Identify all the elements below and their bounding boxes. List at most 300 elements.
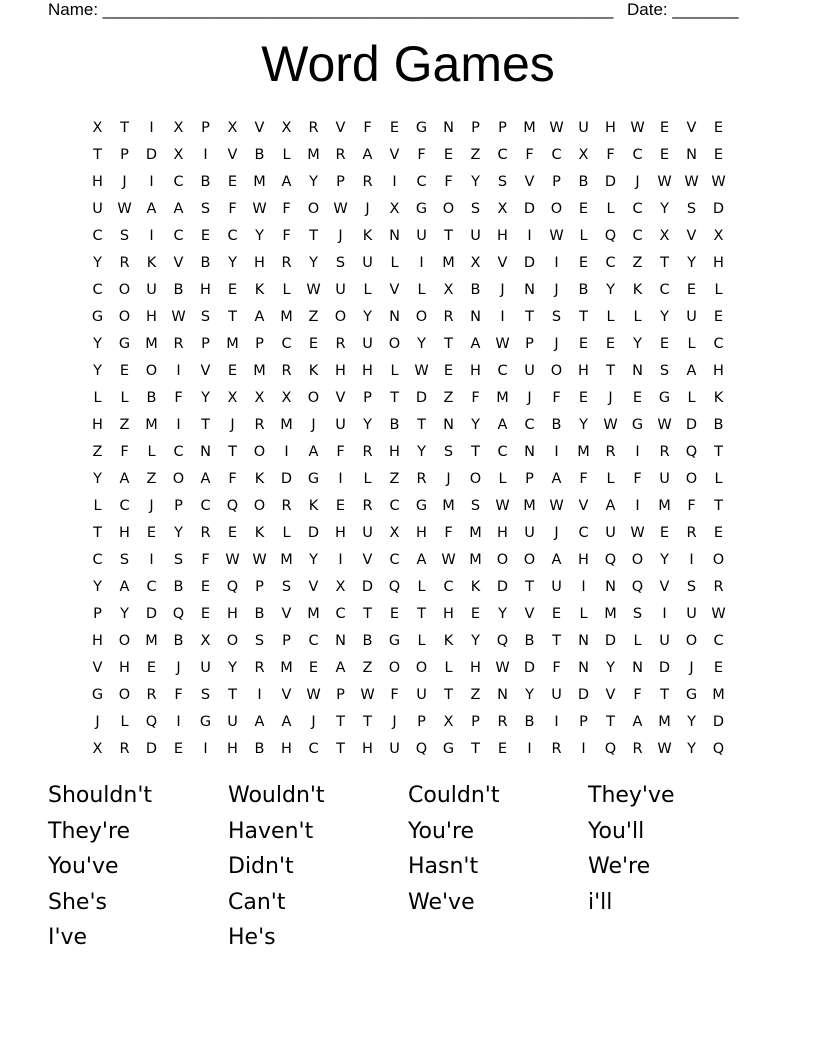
grid-letter: F [282,200,291,217]
grid-letter: J [338,227,343,244]
grid-letter: Y [606,281,615,298]
grid-letter: K [632,281,643,298]
grid-letter: M [280,551,293,568]
grid-letter: W [495,659,510,676]
grid-letter: T [201,416,210,433]
word-list-item: We're [588,854,651,880]
grid-letter: C [524,416,535,433]
grid-letter: G [91,308,104,325]
grid-letter: K [713,389,724,406]
grid-letter: C [605,254,616,271]
grid-letter: G [685,686,698,703]
grid-letter: C [227,227,238,244]
grid-letter: X [335,578,346,595]
grid-letter: A [308,443,319,460]
grid-letter: V [389,146,400,163]
grid-letter: P [498,119,507,136]
grid-letter: L [282,281,291,298]
grid-letter: E [227,524,238,541]
grid-letter: U [551,578,562,595]
grid-letter: H [497,524,508,541]
grid-letter: T [228,308,237,325]
grid-letter: I [149,119,154,136]
grid-letter: A [200,470,211,487]
grid-letter: P [93,605,102,622]
grid-letter: A [470,335,481,352]
grid-letter: U [416,227,427,244]
grid-letter: I [284,443,289,460]
word-list-item: You're [408,818,475,844]
grid-letter: I [554,713,559,730]
grid-letter: E [659,146,670,163]
grid-letter: O [172,470,185,487]
grid-letter: Z [389,470,400,487]
grid-letter: R [200,524,211,541]
grid-letter: Z [308,308,319,325]
grid-letter: C [497,362,508,379]
grid-letter: D [145,146,158,163]
grid-letter: R [443,308,454,325]
grid-letter: H [200,281,211,298]
grid-letter: C [416,173,427,190]
grid-letter: X [92,740,103,757]
grid-letter: E [443,146,454,163]
grid-letter: P [552,173,561,190]
grid-letter: E [578,254,589,271]
grid-letter: V [686,119,697,136]
grid-letter: M [442,254,455,271]
grid-letter: I [581,740,586,757]
grid-letter: C [632,227,643,244]
grid-letter: Q [415,740,428,757]
grid-letter: Y [93,578,102,595]
grid-letter: R [281,254,292,271]
grid-letter: B [173,281,184,298]
grid-letter: V [389,281,400,298]
grid-letter: R [632,740,643,757]
grid-letter: C [308,632,319,649]
grid-letter: O [442,200,455,217]
grid-letter: L [417,578,426,595]
grid-letter: X [227,389,238,406]
grid-letter: K [443,632,454,649]
grid-letter: R [119,254,130,271]
grid-letter: Y [525,686,534,703]
grid-letter: B [578,173,589,190]
grid-letter: E [119,362,130,379]
grid-letter: H [119,524,130,541]
grid-letter: G [91,686,104,703]
grid-letter: W [684,173,699,190]
grid-letter: Y [93,335,102,352]
grid-letter: N [389,227,400,244]
grid-letter: A [416,551,427,568]
grid-letter: E [659,335,670,352]
grid-letter: P [525,470,534,487]
grid-letter: P [282,632,291,649]
grid-letter: F [552,389,561,406]
grid-letter: E [227,281,238,298]
grid-letter: H [92,173,103,190]
grid-letter: X [443,713,454,730]
grid-letter: K [308,497,319,514]
grid-letter: I [203,146,208,163]
grid-letter: G [442,740,455,757]
grid-letter: V [335,119,346,136]
grid-letter: U [200,659,211,676]
grid-letter: S [551,308,562,325]
grid-letter: F [687,497,696,514]
grid-letter: B [578,281,589,298]
grid-letter: P [471,713,480,730]
grid-letter: E [335,497,346,514]
grid-letter: R [713,578,724,595]
grid-letter: M [145,335,158,352]
grid-letter: T [336,713,345,730]
grid-letter: O [550,200,563,217]
grid-letter: F [633,686,642,703]
grid-letter: H [92,416,103,433]
grid-letter: B [173,632,184,649]
grid-letter: X [659,227,670,244]
grid-letter: H [470,362,481,379]
grid-letter: J [311,713,316,730]
grid-letter: T [228,686,237,703]
grid-letter: N [200,443,211,460]
grid-letter: E [713,524,724,541]
grid-letter: D [145,740,158,757]
grid-letter: Y [363,416,372,433]
grid-letter: J [311,416,316,433]
grid-letter: Y [417,443,426,460]
grid-letter: I [689,551,694,568]
grid-letter: L [606,470,615,487]
grid-letter: Y [309,173,318,190]
grid-letter: E [389,119,400,136]
grid-letter: L [633,632,642,649]
grid-letter: L [120,389,129,406]
grid-letter: B [551,416,562,433]
grid-letter: Y [471,416,480,433]
grid-letter: M [307,146,320,163]
grid-letter: A [146,200,157,217]
grid-letter: I [527,740,532,757]
grid-letter: V [173,254,184,271]
grid-letter: S [254,632,265,649]
grid-letter: A [119,470,130,487]
grid-letter: C [173,443,184,460]
grid-letter: T [417,605,426,622]
grid-letter: A [173,200,184,217]
grid-letter: J [527,389,532,406]
grid-letter: V [686,227,697,244]
grid-row [84,168,732,195]
word-list-item: Hasn't [408,854,479,880]
grid-letter: U [686,308,697,325]
grid-letter: B [524,632,535,649]
grid-letter: V [659,578,670,595]
grid-letter: B [254,605,265,622]
grid-letter: A [551,551,562,568]
grid-letter: Y [93,254,102,271]
grid-letter: Q [631,578,644,595]
grid-letter: H [92,632,103,649]
grid-letter: N [578,659,589,676]
grid-letter: Y [228,659,237,676]
grid-letter: J [554,335,559,352]
grid-letter: H [389,443,400,460]
grid-letter: R [281,497,292,514]
grid-letter: T [363,713,372,730]
grid-letter: M [712,686,725,703]
grid-row [84,546,732,573]
grid-letter: E [578,389,589,406]
grid-letter: D [145,605,158,622]
grid-letter: S [470,200,481,217]
grid-letter: R [281,362,292,379]
grid-letter: D [361,578,374,595]
word-list-item: He's [228,925,276,951]
grid-letter: X [173,119,184,136]
grid-letter: V [335,389,346,406]
grid-letter: T [525,308,534,325]
grid-letter: W [549,497,564,514]
grid-letter: F [201,551,210,568]
grid-letter: Z [92,443,103,460]
word-list-item: Couldn't [408,783,500,808]
grid-letter: N [443,119,454,136]
grid-letter: H [497,227,508,244]
grid-letter: N [632,362,643,379]
grid-letter: I [635,443,640,460]
grid-letter: T [471,443,480,460]
grid-letter: E [551,605,562,622]
grid-letter: B [470,281,481,298]
grid-letter: B [362,632,373,649]
grid-letter: Y [687,713,696,730]
grid-letter: W [117,200,132,217]
grid-letter: F [579,470,588,487]
grid-letter: L [606,200,615,217]
grid-letter: T [660,254,669,271]
grid-letter: V [227,146,238,163]
grid-letter: Y [309,551,318,568]
grid-letter: O [334,308,347,325]
grid-letter: A [551,470,562,487]
grid-letter: O [307,389,320,406]
grid-letter: W [360,686,375,703]
grid-letter: P [471,119,480,136]
grid-letter: H [470,659,481,676]
grid-letter: H [416,524,427,541]
grid-letter: C [713,632,724,649]
grid-letter: E [659,524,670,541]
grid-letter: N [524,281,535,298]
grid-letter: P [525,335,534,352]
grid-row [84,465,732,492]
grid-letter: N [470,308,481,325]
grid-letter: M [523,497,536,514]
grid-letter: Y [471,173,480,190]
grid-letter: W [225,551,240,568]
grid-letter: H [227,740,238,757]
grid-letter: I [527,227,532,244]
grid-letter: E [200,605,211,622]
grid-letter: N [686,146,697,163]
grid-letter: T [93,524,102,541]
grid-letter: Y [174,524,183,541]
grid-letter: O [523,551,536,568]
grid-letter: K [308,362,319,379]
grid-letter: H [713,254,724,271]
grid-letter: O [388,335,401,352]
grid-letter: O [226,632,239,649]
grid-letter: O [388,659,401,676]
grid-letter: D [523,254,536,271]
grid-letter: U [362,335,373,352]
grid-letter: H [362,362,373,379]
grid-letter: E [389,605,400,622]
grid-letter: E [686,281,697,298]
grid-letter: U [470,227,481,244]
grid-letter: I [581,578,586,595]
grid-row [84,303,732,330]
grid-letter: R [686,524,697,541]
grid-letter: M [658,497,671,514]
grid-letter: O [118,686,131,703]
grid-letter: F [633,470,642,487]
grid-letter: D [712,713,725,730]
grid-letter: F [444,524,453,541]
grid-letter: U [362,254,373,271]
grid-letter: A [281,173,292,190]
grid-letter: C [389,551,400,568]
grid-letter: L [390,362,399,379]
grid-letter: M [577,443,590,460]
grid-letter: E [713,308,724,325]
grid-letter: J [176,659,181,676]
grid-letter: Q [712,740,725,757]
grid-letter: S [281,578,292,595]
grid-letter: C [146,578,157,595]
grid-letter: W [333,200,348,217]
grid-letter: T [552,632,561,649]
grid-letter: X [578,146,589,163]
grid-letter: I [419,254,424,271]
grid-letter: O [469,470,482,487]
grid-letter: R [659,443,670,460]
grid-letter: R [362,443,373,460]
grid-letter: L [417,632,426,649]
grid-letter: L [606,308,615,325]
grid-letter: H [254,254,265,271]
grid-letter: B [713,416,724,433]
grid-letter: R [173,335,184,352]
grid-letter: Q [604,551,617,568]
grid-letter: B [254,740,265,757]
grid-letter: P [255,578,264,595]
grid-letter: A [254,308,265,325]
grid-row [84,141,732,168]
grid-letter: M [226,335,239,352]
grid-letter: N [389,308,400,325]
word-list-item: Haven't [228,818,314,844]
grid-letter: R [551,740,562,757]
grid-letter: J [392,713,397,730]
grid-letter: Z [362,659,373,676]
grid-letter: P [363,389,372,406]
grid-letter: A [335,659,346,676]
grid-letter: M [469,524,482,541]
grid-letter: L [417,281,426,298]
grid-letter: V [281,605,292,622]
grid-letter: R [362,173,373,190]
grid-letter: F [363,119,372,136]
grid-letter: Q [145,713,158,730]
grid-letter: J [365,200,370,217]
grid-letter: X [173,146,184,163]
grid-letter: H [362,740,373,757]
grid-letter: T [579,308,588,325]
grid-letter: L [579,227,588,244]
grid-letter: L [687,389,696,406]
grid-letter: H [335,524,346,541]
grid-letter: Y [633,335,642,352]
grid-letter: X [254,389,265,406]
grid-letter: H [227,605,238,622]
grid-letter: O [415,308,428,325]
grid-letter: G [415,200,428,217]
grid-letter: P [120,146,129,163]
grid-letter: L [93,497,102,514]
grid-letter: H [605,119,616,136]
grid-letter: W [306,281,321,298]
grid-letter: P [201,335,210,352]
grid-letter: U [605,524,616,541]
grid-letter: S [119,551,130,568]
grid-letter: I [554,443,559,460]
grid-letter: O [550,362,563,379]
grid-row [84,627,732,654]
grid-letter: Y [579,416,588,433]
grid-letter: W [711,173,726,190]
grid-letter: F [228,470,237,487]
grid-letter: D [658,659,671,676]
grid-letter: E [443,362,454,379]
grid-letter: D [604,632,617,649]
grid-letter: J [500,281,505,298]
grid-letter: G [307,470,320,487]
grid-letter: J [122,173,127,190]
grid-letter: U [659,470,670,487]
grid-letter: S [497,173,508,190]
grid-letter: D [280,470,293,487]
grid-letter: I [500,308,505,325]
grid-row [84,276,732,303]
grid-letter: K [254,524,265,541]
grid-letter: C [308,740,319,757]
grid-letter: C [497,443,508,460]
grid-letter: E [578,335,589,352]
grid-letter: C [632,200,643,217]
grid-letter: G [388,632,401,649]
grid-letter: M [145,416,158,433]
grid-letter: U [389,740,400,757]
grid-letter: E [713,659,724,676]
grid-letter: R [497,713,508,730]
grid-letter: Q [172,605,185,622]
grid-letter: C [443,578,454,595]
